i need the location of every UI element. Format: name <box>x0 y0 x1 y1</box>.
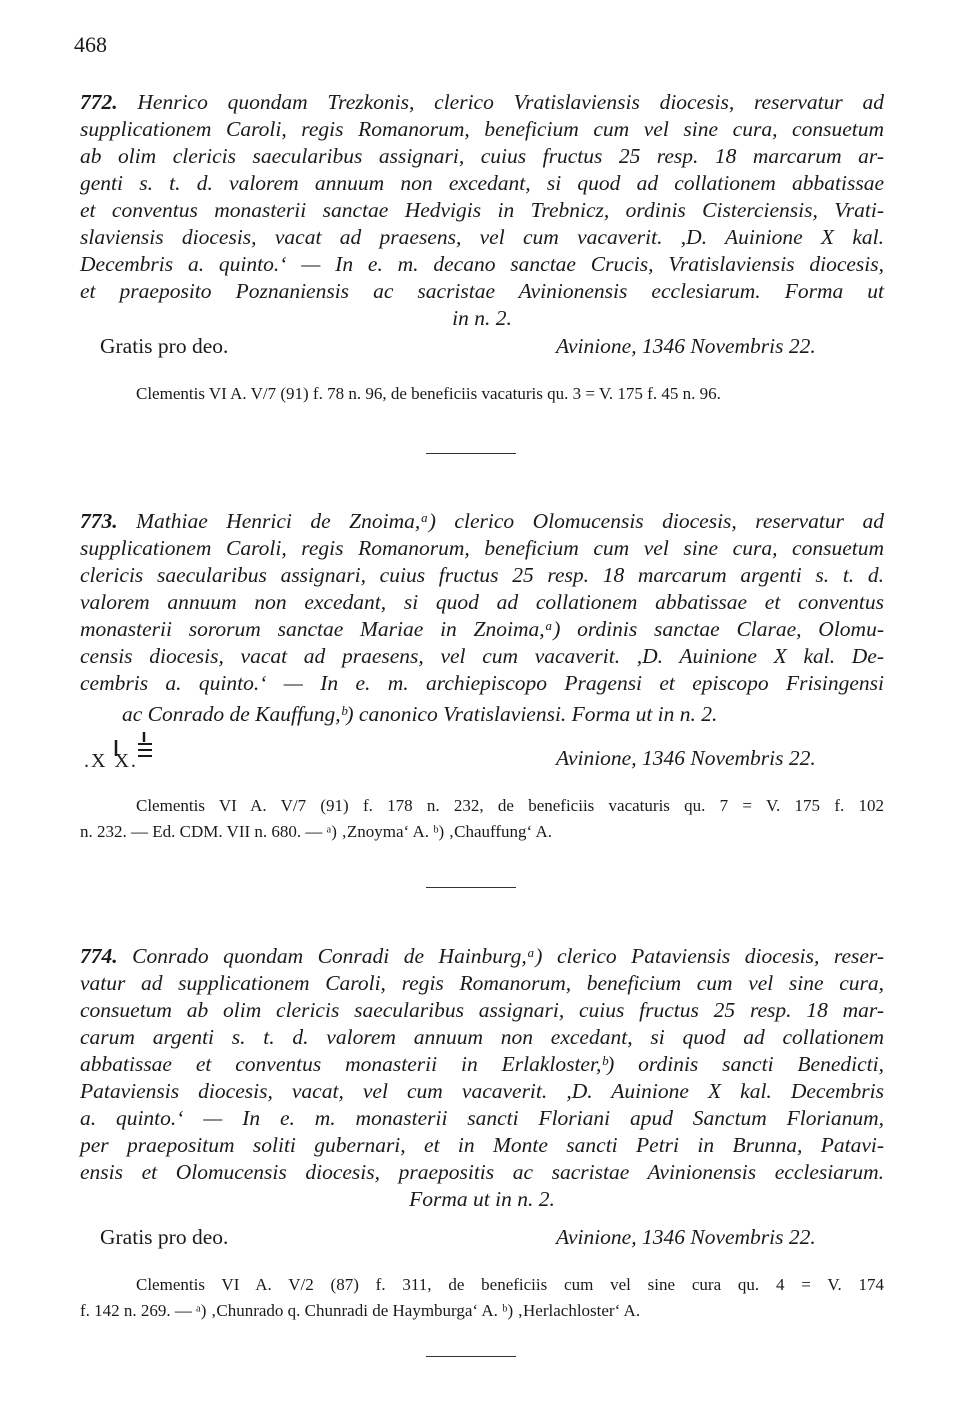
source-line: Clementis VI A. V/7 (91) f. 78 n. 96, de beneficiis vacaturis qu. 3 = V. 175 f. 45 n. 96. <box>136 384 721 403</box>
entry-number: 772. <box>80 90 118 114</box>
entry-number: 773. <box>80 509 118 533</box>
text-line: genti s. t. d. valorem annuum non excedant, si quod ad collationem abbatissae <box>80 171 884 195</box>
text-line: censis diocesis, vacat ad praesens, vel cum vacaverit. ,D. Auinione X kal. De- <box>80 644 884 668</box>
text-line: supplicationem Caroli, regis Romanorum, beneficium cum vel sine cura, consuetum <box>80 536 884 560</box>
text-line: ab olim clericis saecularibus assignari, cuius fructus 25 resp. 18 marcarum ar- <box>80 144 884 168</box>
entry-772-text <box>80 89 884 332</box>
entry-774-text <box>80 943 884 1213</box>
text-line: ensis et Olomucensis diocesis, praepositis ac sacristae Avinionensis ecclesiarum. <box>80 1160 884 1184</box>
text-line: abbatissae et conventus monasterii in Erlakloster,ᵇ) ordinis sancti Benedicti, <box>80 1052 884 1076</box>
registry-marks-strokes <box>110 730 170 760</box>
gratis-note: Gratis pro deo. <box>100 334 229 358</box>
text-line: cembris a. quinto.‘ — In e. m. archiepiscopo Pragensi et episcopo Frisingensi <box>80 671 884 695</box>
source-note <box>136 381 884 407</box>
source-line: Clementis VI A. V/2 (87) f. 311, de beneficiis cum vel sine cura qu. 4 = V. 174 <box>136 1275 884 1294</box>
text-line: slaviensis diocesis, vacat ad praesens, vel cum vacaverit. ,D. Auinione X kal. <box>80 225 884 249</box>
separator <box>426 1356 516 1357</box>
entry-773-text <box>80 508 884 697</box>
text-line: ac Conrado de Kauffung,ᵇ) canonico Vratislaviensi. Forma ut in n. 2. <box>122 702 718 726</box>
text-line: consuetum ab olim clericis saecularibus assignari, cuius fructus 25 resp. 18 mar- <box>80 998 884 1022</box>
page-number: 468 <box>74 32 107 57</box>
source-note <box>80 1272 884 1324</box>
text-line: in n. 2. <box>452 306 512 330</box>
source-line: Clementis VI A. V/7 (91) f. 178 n. 232, de beneficiis vacaturis qu. 7 = V. 175 f. 102 <box>136 796 884 815</box>
text-line: vatur ad supplicationem Caroli, regis Romanorum, beneficium cum vel sine cura, <box>80 971 884 995</box>
text-line: supplicationem Caroli, regis Romanorum, beneficium cum vel sine cura, consuetum <box>80 117 884 141</box>
text-line: et conventus monasterii sanctae Hedvigis in Trebnicz, ordinis Cisterciensis, Vrati- <box>80 198 884 222</box>
text-line: Pataviensis diocesis, vacat, vel cum vacaverit. ,D. Auinione X kal. Decembris <box>80 1079 884 1103</box>
text-line: Forma ut in n. 2. <box>409 1187 555 1211</box>
text-line: valorem annuum non excedant, si quod ad collationem abbatissae et conventus <box>80 590 884 614</box>
date-line: Avinione, 1346 Novembris 22. <box>556 1225 816 1249</box>
separator <box>426 887 516 888</box>
source-note <box>80 793 884 845</box>
text-line: et praeposito Poznaniensis ac sacristae Avinionensis ecclesiarum. Forma ut <box>80 279 884 303</box>
text-line: carum argenti s. t. d. valorem annuum non excedant, si quod ad collationem <box>80 1025 884 1049</box>
entry-number: 774. <box>80 944 118 968</box>
registry-marks: .X X. <box>84 750 138 772</box>
text-line: per praepositum soliti gubernari, et in Monte sancti Petri in Brunna, Patavi- <box>80 1133 884 1157</box>
date-line: Avinione, 1346 Novembris 22. <box>556 334 816 358</box>
gratis-note: Gratis pro deo. <box>100 1225 229 1249</box>
text-line: monasterii sororum sanctae Mariae in Znoima,ᵃ) ordinis sanctae Clarae, Olomu- <box>80 617 884 641</box>
source-line: f. 142 n. 269. — ᵃ) ‚Chunrado q. Chunradi de Haymburga‘ A. ᵇ) ‚Herlachloster‘ A. <box>80 1301 641 1320</box>
text-line: Conrado quondam Conradi de Hainburg,ᵃ) clerico Pataviensis diocesis, reser- <box>132 944 885 968</box>
text-line: clericis saecularibus assignari, cuius fructus 25 resp. 18 marcarum argenti s. t. d. <box>80 563 884 587</box>
date-line: Avinione, 1346 Novembris 22. <box>556 746 816 770</box>
text-line: Decembris a. quinto.‘ — In e. m. decano sanctae Crucis, Vratislaviensis diocesis, <box>80 252 884 276</box>
text-line: Henrico quondam Trezkonis, clerico Vratislaviensis diocesis, reservatur ad <box>137 90 884 114</box>
source-line: n. 232. — Ed. CDM. VII n. 680. — ᵃ) ‚Znoyma‘ A. ᵇ) ‚Chauffung‘ A. <box>80 822 553 841</box>
text-line: Mathiae Henrici de Znoima,ᵃ) clerico Olomucensis diocesis, reservatur ad <box>136 509 885 533</box>
separator <box>426 453 516 454</box>
text-line: a. quinto.‘ — In e. m. monasterii sancti Floriani apud Sanctum Florianum, <box>80 1106 884 1130</box>
